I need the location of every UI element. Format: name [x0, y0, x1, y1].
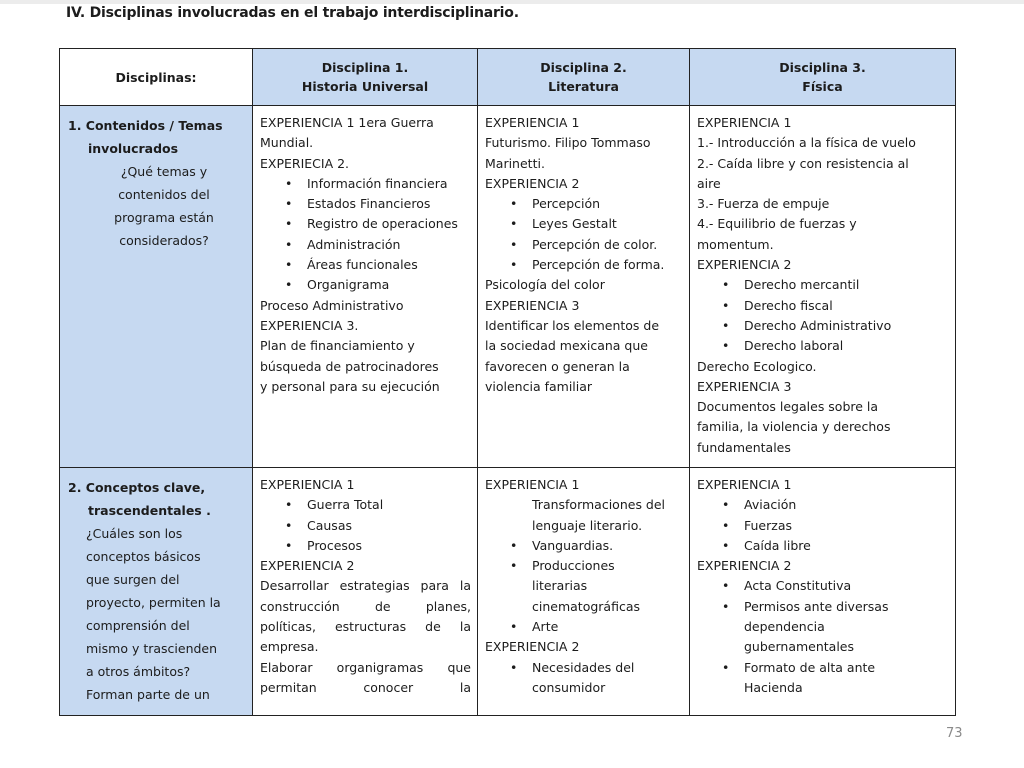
list-item: • Guerra Total — [307, 495, 471, 515]
bullet-list — [260, 174, 471, 296]
top-band — [0, 0, 1024, 4]
bullet-list — [485, 658, 683, 699]
list-item: • Caída libre — [744, 536, 949, 556]
list-item: • Percepción — [532, 194, 683, 214]
list-item: • Percepción de forma. — [532, 255, 683, 275]
section-title: IV. Disciplinas involucradas en el trabajo interdisciplinario. — [66, 5, 519, 21]
list-item: • Necesidades del consumidor — [532, 658, 683, 699]
header-discipline-3: Disciplina 3. Física — [690, 49, 956, 106]
list-item: • Estados Financieros — [307, 194, 471, 214]
bullet-list — [697, 275, 949, 356]
table-row — [60, 106, 956, 468]
list-item: • Causas — [307, 516, 471, 536]
bullet-list — [260, 495, 471, 556]
list-item: • Derecho Administrativo — [744, 316, 949, 336]
cell-fisica-contenidos: EXPERIENCIA 1 1.- Introducción a la física de vuelo 2.- Caída libre y con resistencia al aire 3.- Fuerza de empuje 4.- Equilibrio de fuerzas y momentum. EXPERIENCIA 2 • Derecho mercantil • Derecho fiscal • Derecho Administrativo • Derecho laboral Derecho Ecologico. EXPERIENCIA 3 Documentos legales sobre la familia, la violencia y derechos fundamentales — [690, 106, 956, 468]
list-item: • Arte — [532, 617, 683, 637]
list-item: • Áreas funcionales — [307, 255, 471, 275]
list-item: • Fuerzas — [744, 516, 949, 536]
list-item: • Aviación — [744, 495, 949, 515]
list-item: • Leyes Gestalt — [532, 214, 683, 234]
cell-literatura-contenidos: EXPERIENCIA 1 Futurismo. Filipo Tommaso Marinetti. EXPERIENCIA 2 • Percepción • Leyes Gestalt • Percepción de color. • Percepción de forma. Psicología del color EXPERIENCIA 3 Identificar los elementos de la sociedad mexicana que favorecen o generan la violencia familiar — [478, 106, 690, 468]
list-item: • Vanguardias. — [532, 536, 683, 556]
header-discipline-2: Disciplina 2. Literatura — [478, 49, 690, 106]
list-item: • Producciones literarias cinematográficas — [532, 556, 683, 617]
table-header-row — [60, 49, 956, 106]
cell-historia-conceptos: EXPERIENCIA 1 • Guerra Total • Causas • Procesos EXPERIENCIA 2 Desarrollar estrategias para la construcción de planes, políticas, estructuras de la empresa. Elaborar organigramas que permitan conocer la — [253, 468, 478, 716]
row-head-contenidos: 1. Contenidos / Temas involucrados ¿Qué temas y contenidos del programa están considerados? — [60, 106, 253, 468]
row-head-conceptos: 2. Conceptos clave, trascendentales . ¿Cuáles son los conceptos básicos que surgen del proyecto, permiten la comprensión del mismo y trascienden a otros ámbitos? Forman parte de un — [60, 468, 253, 716]
list-item: • Derecho fiscal — [744, 296, 949, 316]
list-item: • Procesos — [307, 536, 471, 556]
bullet-list — [485, 536, 683, 637]
list-item: • Información financiera — [307, 174, 471, 194]
disciplines-table — [59, 48, 956, 716]
list-item: • Acta Constitutiva — [744, 576, 949, 596]
list-item: • Formato de alta ante Hacienda — [744, 658, 949, 699]
bullet-list — [697, 495, 949, 556]
bullet-list — [485, 194, 683, 275]
header-discipline-1: Disciplina 1. Historia Universal — [253, 49, 478, 106]
cell-historia-contenidos: EXPERIENCIA 1 1era Guerra Mundial. EXPERIECIA 2. • Información financiera • Estados Financieros • Registro de operaciones • Administración • Áreas funcionales • Organigrama Proceso Administrativo EXPERIENCIA 3. Plan de financiamiento y búsqueda de patrocinadores y personal para su ejecución — [253, 106, 478, 468]
list-item: • Derecho laboral — [744, 336, 949, 356]
list-item: • Percepción de color. — [532, 235, 683, 255]
list-item: • Administración — [307, 235, 471, 255]
list-item: • Derecho mercantil — [744, 275, 949, 295]
list-item: • Organigrama — [307, 275, 471, 295]
bullet-list — [697, 576, 949, 698]
table-row — [60, 468, 956, 716]
list-item: • Registro de operaciones — [307, 214, 471, 234]
list-item: • Permisos ante diversas dependencia gubernamentales — [744, 597, 949, 658]
cell-literatura-conceptos: EXPERIENCIA 1 Transformaciones del lenguaje literario. • Vanguardias. • Producciones literarias cinematográficas • Arte EXPERIENCIA 2 • Necesidades del consumidor — [478, 468, 690, 716]
header-disciplinas: Disciplinas: — [60, 49, 253, 106]
cell-fisica-conceptos: EXPERIENCIA 1 • Aviación • Fuerzas • Caída libre EXPERIENCIA 2 • Acta Constitutiva • Permisos ante diversas dependencia gubernamentales • Formato de alta ante Hacienda — [690, 468, 956, 716]
page-number: 73 — [946, 726, 963, 741]
